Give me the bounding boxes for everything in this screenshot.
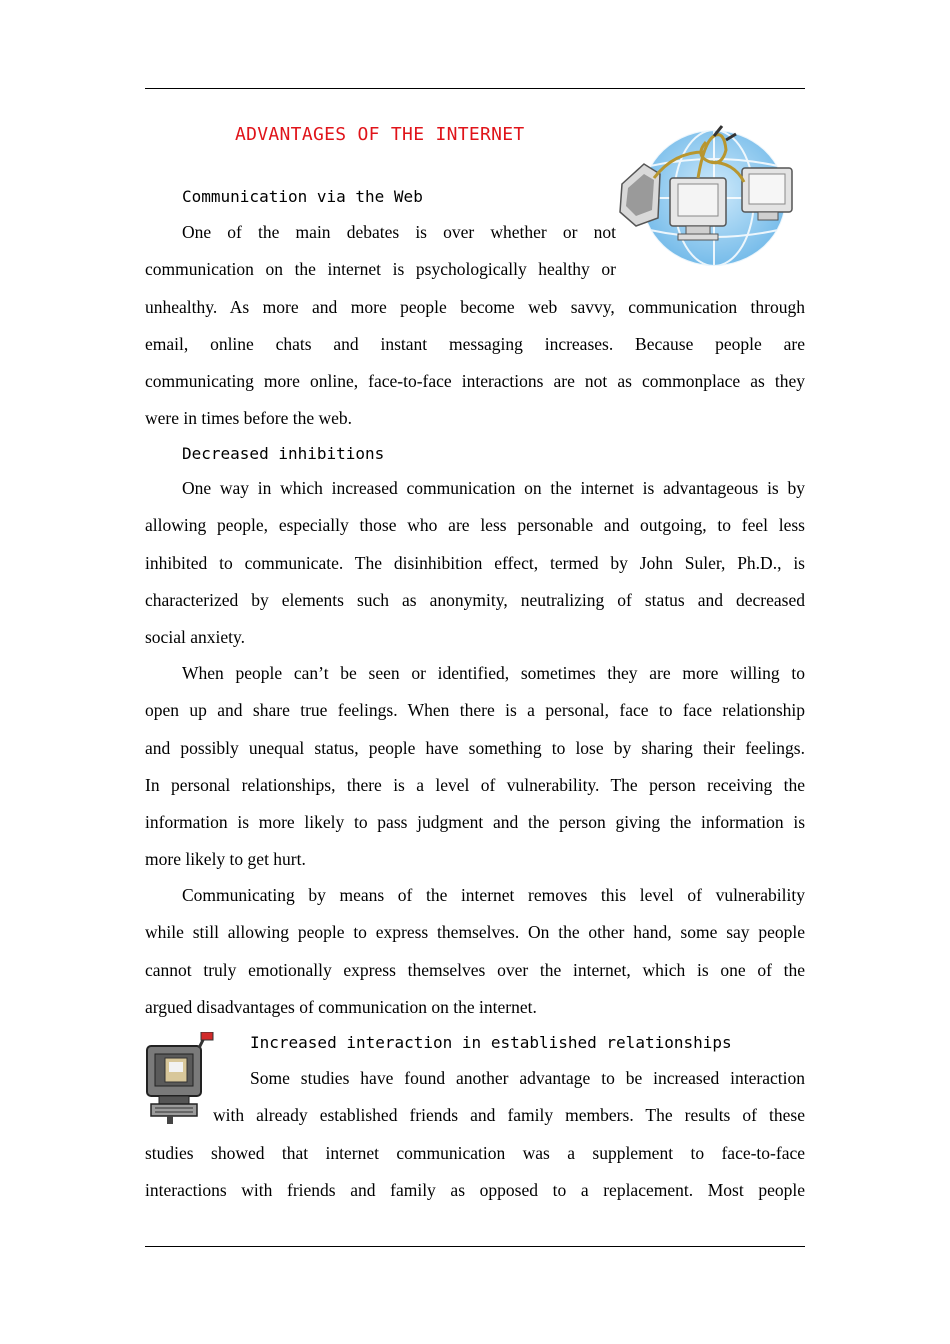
section-heading-decreased-inhibitions: Decreased inhibitions: [182, 444, 385, 463]
paragraph-line: communicating more online, face-to-face interactions are not as commonplace as they: [145, 371, 805, 392]
section-heading-increased-interaction: Increased interaction in established relationships: [250, 1033, 732, 1052]
paragraph-line: allowing people, especially those who are less personable and outgoing, to feel less: [145, 515, 805, 536]
paragraph-line: social anxiety.: [145, 627, 245, 648]
paragraph-line: One way in which increased communication on the internet is advantageous is by: [182, 478, 805, 498]
header-rule: [145, 88, 805, 89]
footer-rule: [145, 1246, 805, 1247]
paragraph-line: more likely to get hurt.: [145, 849, 306, 870]
paragraph-line: cannot truly emotionally express themselves over the internet, which is one of the: [145, 959, 805, 980]
paragraph-line: were in times before the web.: [145, 408, 353, 429]
paragraph-line: argued disadvantages of communication on the internet.: [145, 996, 537, 1017]
paragraph: [145, 1060, 805, 1209]
paragraph-line: Some studies have found another advantage to be increased interaction: [250, 1068, 805, 1088]
paragraph-line: One of the main debates is over whether or not: [182, 222, 616, 242]
page-title: ADVANTAGES OF THE INTERNET: [235, 124, 525, 145]
paragraph-line: unhealthy. As more and more people become web savvy, communication through: [145, 296, 805, 317]
paragraph-line: email, online chats and instant messaging increases. Because people are: [145, 333, 805, 354]
paragraph-line: characterized by elements such as anonymity, neutralizing of status and decreased: [145, 589, 805, 610]
paragraph-line: with already established friends and family members. The results of these: [213, 1105, 805, 1126]
paragraph-line: communication on the internet is psychologically healthy or: [145, 259, 616, 280]
paragraph: [145, 877, 805, 1026]
paragraph-line: Communicating by means of the internet removes this level of vulnerability: [182, 885, 805, 905]
paragraph-line: studies showed that internet communication was a supplement to face-to-face: [145, 1142, 805, 1163]
paragraph-line: In personal relationships, there is a level of vulnerability. The person receiving the: [145, 774, 805, 795]
paragraph-line: interactions with friends and family as opposed to a replacement. Most people: [145, 1179, 805, 1200]
paragraph-line: open up and share true feelings. When there is a personal, face to face relationship: [145, 700, 805, 721]
section-heading-communication: Communication via the Web: [182, 187, 423, 206]
paragraph-line: while still allowing people to express themselves. On the other hand, some say people: [145, 922, 805, 943]
paragraph-line: and possibly unequal status, people have something to lose by sharing their feelings.: [145, 737, 805, 758]
paragraph-line: When people can’t be seen or identified, sometimes they are more willing to: [182, 663, 805, 683]
paragraph: [145, 655, 805, 879]
paragraph-line: information is more likely to pass judgment and the person giving the information is: [145, 812, 805, 833]
paragraph: [145, 214, 805, 438]
paragraph: [145, 470, 805, 656]
paragraph-line: inhibited to communicate. The disinhibition effect, termed by John Suler, Ph.D., is: [145, 552, 805, 573]
